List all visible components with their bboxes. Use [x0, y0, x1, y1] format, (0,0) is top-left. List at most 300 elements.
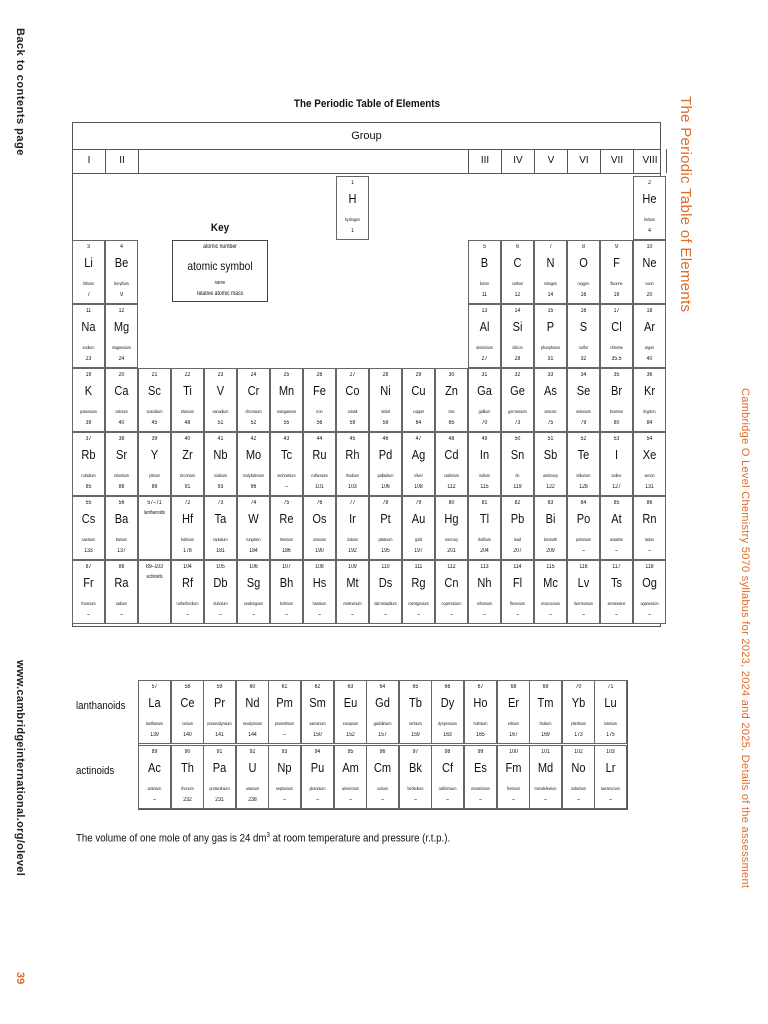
element-cell-cm — [366, 745, 399, 809]
element-atomic-number: 92 — [249, 749, 256, 755]
element-cell-hf — [171, 496, 204, 560]
element-mass: 207 — [513, 548, 522, 554]
element-symbol: W — [248, 511, 259, 526]
element-name: tellurium — [576, 473, 591, 478]
element-cell-ir — [336, 496, 369, 560]
element-symbol: Ba — [114, 511, 129, 526]
element-name: xenon — [644, 473, 655, 478]
element-name: darmstadtium — [374, 601, 397, 606]
element-mass: – — [544, 797, 548, 803]
element-name: silver — [414, 473, 423, 478]
element-symbol: Am — [341, 760, 359, 775]
element-atomic-number: 94 — [314, 749, 321, 755]
actinoids-row-label: actinoids — [76, 765, 115, 777]
element-symbol: Er — [507, 695, 519, 710]
element-name: tennessine — [607, 601, 626, 606]
element-atomic-number: 100 — [508, 749, 518, 755]
back-to-contents-link[interactable]: Back to contents page — [14, 28, 26, 156]
element-cell-cd — [435, 432, 468, 496]
element-atomic-number: 97 — [412, 749, 419, 755]
element-atomic-number: 118 — [645, 564, 654, 570]
element-atomic-number: 91 — [216, 749, 223, 755]
element-mass: 140 — [182, 732, 192, 738]
element-mass: 137 — [117, 548, 126, 554]
element-name: niobium — [214, 473, 227, 478]
element-name: plutonium — [309, 786, 326, 791]
element-name: tantalum — [213, 537, 228, 542]
element-atomic-number: 4 — [120, 244, 123, 250]
element-symbol: Te — [577, 447, 590, 462]
element-symbol: Fm — [505, 760, 522, 775]
element-cell-cr — [237, 368, 270, 432]
element-atomic-number: 64 — [379, 684, 386, 690]
element-name: promethium — [275, 721, 295, 726]
element-name: neptunium — [276, 786, 294, 791]
element-symbol: Kr — [643, 383, 656, 398]
element-mass: 184 — [249, 548, 258, 554]
element-atomic-number: 49 — [481, 436, 488, 442]
element-mass: 159 — [411, 732, 420, 738]
element-mass: – — [87, 612, 90, 618]
element-name: californium — [438, 786, 457, 791]
group-label: Group — [351, 130, 382, 142]
group-number: IV — [502, 149, 535, 173]
element-mass: – — [479, 797, 482, 803]
element-atomic-number: 7 — [549, 244, 552, 250]
element-name: bromine — [609, 409, 624, 414]
element-name: francium — [81, 601, 96, 606]
element-atomic-number: 98 — [445, 749, 451, 755]
element-name: iodine — [611, 473, 622, 478]
element-mass: – — [413, 797, 417, 803]
element-symbol: Pm — [276, 695, 294, 710]
element-cell-pt — [369, 496, 402, 560]
element-name: titanium — [181, 409, 194, 414]
lanthanoids-placeholder — [138, 496, 171, 560]
element-cell-tl — [468, 496, 501, 560]
gas-volume-footnote — [76, 832, 450, 845]
element-mass: 4 — [648, 228, 651, 234]
element-cell-pr — [203, 680, 236, 744]
element-name: germanium — [508, 409, 527, 414]
element-name: ytterbium — [570, 721, 586, 726]
element-atomic-number: 72 — [184, 500, 191, 506]
element-mass: 35.5 — [611, 356, 622, 362]
element-mass: – — [285, 484, 288, 490]
element-name: vanadium — [212, 409, 229, 414]
element-name: ruthenium — [311, 473, 328, 478]
element-cell-na — [72, 304, 105, 368]
page-number: 39 — [14, 972, 26, 985]
element-cell-c — [501, 240, 534, 304]
placeholder-range: 57–71 — [147, 500, 162, 506]
element-atomic-number: 12 — [118, 308, 125, 314]
element-mass: 59 — [349, 420, 356, 426]
element-cell-sr — [105, 432, 138, 496]
element-atomic-number: 68 — [510, 684, 516, 690]
element-mass: – — [576, 797, 580, 803]
element-symbol: As — [544, 383, 557, 398]
element-cell-s — [567, 304, 600, 368]
element-mass: 201 — [447, 548, 456, 554]
element-symbol: Hg — [444, 511, 459, 526]
element-symbol: Bh — [279, 575, 294, 590]
element-name: hassium — [312, 601, 327, 606]
element-symbol: Al — [479, 319, 490, 334]
element-mass: 181 — [216, 548, 225, 554]
element-mass: 163 — [443, 732, 453, 738]
element-mass: – — [348, 797, 352, 803]
element-mass: 28 — [514, 356, 521, 362]
element-atomic-number: 66 — [445, 684, 451, 690]
element-cell-sb — [534, 432, 567, 496]
element-symbol: N — [546, 255, 555, 270]
element-symbol: Y — [150, 447, 159, 462]
element-mass: 64 — [415, 420, 422, 426]
element-atomic-number: 111 — [414, 564, 423, 570]
element-symbol: Ne — [642, 255, 657, 270]
element-cell-mo — [237, 432, 270, 496]
element-symbol: Zn — [445, 383, 458, 398]
element-symbol: Pr — [214, 695, 226, 710]
element-cell-as — [534, 368, 567, 432]
element-cell-re — [270, 496, 303, 560]
element-mass: 56 — [316, 420, 323, 426]
element-atomic-number: 79 — [415, 500, 422, 506]
element-symbol: P — [546, 319, 555, 334]
key-box — [172, 240, 268, 302]
element-mass: 106 — [381, 484, 390, 490]
element-cell-si — [501, 304, 534, 368]
element-cell-nb — [204, 432, 237, 496]
element-mass: – — [648, 548, 651, 554]
element-symbol: Mc — [543, 575, 558, 590]
element-name: beryllium — [114, 281, 129, 286]
element-symbol: Pb — [510, 511, 525, 526]
element-mass: 40 — [118, 420, 125, 426]
element-cell-zn — [435, 368, 468, 432]
element-atomic-number: 110 — [381, 564, 390, 570]
element-name: rubidium — [81, 473, 96, 478]
syllabus-header: Cambridge O Level Chemistry 5070 syllabus for 2023, 2024 and 2025. Details of the assessment — [739, 388, 751, 889]
element-mass: – — [153, 797, 156, 803]
element-cell-fe — [303, 368, 336, 432]
element-name: phosphorus — [540, 345, 561, 350]
element-mass: – — [549, 612, 552, 618]
element-symbol: Sg — [246, 575, 261, 590]
element-name: rhenium — [279, 537, 294, 542]
element-atomic-number: 114 — [513, 564, 522, 570]
element-name: bohrium — [279, 601, 294, 606]
element-mass: 128 — [579, 484, 588, 490]
element-atomic-number: 34 — [580, 372, 587, 378]
element-cell-f — [600, 240, 633, 304]
element-mass: – — [446, 797, 450, 803]
placeholder-label: actinoids — [146, 574, 163, 580]
element-name: radon — [644, 537, 655, 542]
element-mass: 115 — [480, 484, 489, 490]
element-cell-rf — [171, 560, 204, 624]
element-atomic-number: 18 — [646, 308, 653, 314]
element-name: oganesson — [640, 601, 659, 606]
website-url[interactable]: www.cambridgeinternational.org/olevel — [14, 660, 26, 877]
element-cell-pd — [369, 432, 402, 496]
element-symbol: Md — [538, 760, 554, 775]
element-atomic-number: 90 — [184, 749, 190, 755]
element-symbol: Hs — [312, 575, 327, 590]
element-name: bismuth — [544, 537, 557, 542]
element-cell-sm — [301, 680, 334, 744]
element-symbol: Ge — [510, 383, 525, 398]
element-atomic-number: 75 — [283, 500, 290, 506]
element-symbol: Li — [84, 255, 93, 270]
element-atomic-number: 17 — [613, 308, 620, 314]
element-mass: – — [351, 612, 354, 618]
element-symbol: Ts — [610, 575, 623, 590]
key-name: name — [214, 280, 226, 286]
element-symbol: K — [84, 383, 93, 398]
element-symbol: Sr — [115, 447, 128, 462]
element-atomic-number: 15 — [547, 308, 554, 314]
element-symbol: Mn — [278, 383, 295, 398]
element-cell-te — [567, 432, 600, 496]
element-name: samarium — [309, 721, 326, 726]
element-atomic-number: 86 — [646, 500, 653, 506]
element-name: erbium — [507, 721, 519, 726]
element-atomic-number: 105 — [216, 564, 225, 570]
element-atomic-number: 31 — [481, 372, 488, 378]
element-atomic-number: 36 — [646, 372, 653, 378]
element-symbol: Os — [312, 511, 327, 526]
element-atomic-number: 56 — [118, 500, 125, 506]
element-symbol: Nh — [477, 575, 492, 590]
element-mass: 139 — [150, 732, 159, 738]
element-atomic-number: 29 — [415, 372, 422, 378]
element-symbol: Re — [279, 511, 294, 526]
element-atomic-number: 81 — [481, 500, 488, 506]
element-mass: 157 — [378, 732, 387, 738]
element-symbol: Ar — [643, 319, 656, 334]
element-mass: 23 — [85, 356, 92, 362]
element-cell-i — [600, 432, 633, 496]
element-symbol: Mo — [245, 447, 262, 462]
element-atomic-number: 58 — [184, 684, 190, 690]
placeholder-range: 89–103 — [145, 564, 164, 570]
element-symbol: Pt — [380, 511, 391, 526]
element-cell-sc — [138, 368, 171, 432]
element-cell-kr — [633, 368, 666, 432]
element-cell-n — [534, 240, 567, 304]
element-symbol: Ag — [411, 447, 426, 462]
element-name: magnesium — [111, 345, 132, 350]
element-symbol: No — [571, 760, 586, 775]
element-cell-b — [468, 240, 501, 304]
section-title: The Periodic Table of Elements — [677, 96, 694, 313]
element-symbol: La — [148, 695, 161, 710]
element-name: aluminium — [476, 345, 493, 350]
element-atomic-number: 1 — [351, 180, 354, 186]
element-symbol: Tc — [280, 447, 293, 462]
element-name: lead — [514, 537, 521, 542]
element-symbol: Mg — [113, 319, 130, 334]
element-cell-tc — [270, 432, 303, 496]
element-name: livermorium — [573, 601, 594, 606]
element-symbol: Hf — [181, 511, 194, 526]
element-cell-rn — [633, 496, 666, 560]
element-symbol: Rg — [411, 575, 426, 590]
element-symbol: Sb — [543, 447, 558, 462]
element-name: iron — [316, 409, 323, 414]
element-mass: – — [615, 548, 618, 554]
element-mass: 45 — [151, 420, 158, 426]
element-symbol: O — [579, 255, 588, 270]
element-name: carbon — [511, 281, 524, 286]
element-cell-ti — [171, 368, 204, 432]
element-symbol: Mt — [346, 575, 359, 590]
element-symbol: Nd — [245, 695, 260, 710]
element-cell-lr — [594, 745, 627, 809]
element-symbol: Ru — [312, 447, 327, 462]
element-cell-ba — [105, 496, 138, 560]
element-atomic-number: 21 — [151, 372, 158, 378]
element-atomic-number: 109 — [348, 564, 357, 570]
element-cell-cu — [402, 368, 435, 432]
element-name: lutetium — [604, 721, 618, 726]
element-cell-h — [336, 176, 369, 240]
footnote-text: The volume of one mole of any gas is 24 dm — [76, 832, 267, 845]
element-atomic-number: 45 — [349, 436, 356, 442]
element-cell-ag — [402, 432, 435, 496]
element-cell-ge — [501, 368, 534, 432]
element-atomic-number: 76 — [316, 500, 323, 506]
element-name: arsenic — [544, 409, 557, 414]
element-cell-hg — [435, 496, 468, 560]
element-cell-cf — [431, 745, 464, 809]
element-mass: 152 — [345, 732, 355, 738]
element-cell-no — [562, 745, 595, 809]
element-name: zirconium — [179, 473, 196, 478]
element-name: molybdenum — [242, 473, 265, 478]
element-cell-he — [633, 176, 666, 240]
element-name: thulium — [539, 721, 552, 726]
element-name: europium — [342, 721, 358, 726]
element-symbol: Cm — [374, 760, 392, 775]
element-name: indium — [479, 473, 490, 478]
element-name: moscovium — [541, 601, 560, 606]
element-name: rutherfordium — [176, 601, 199, 606]
element-cell-y — [138, 432, 171, 496]
element-atomic-number: 27 — [349, 372, 356, 378]
element-symbol: Ce — [180, 695, 195, 710]
element-atomic-number: 78 — [382, 500, 389, 506]
element-cell-np — [268, 745, 301, 809]
element-mass: 178 — [183, 548, 192, 554]
element-symbol: Ra — [114, 575, 129, 590]
element-name: curium — [377, 786, 389, 791]
footnote-superscript: 3 — [266, 832, 270, 839]
element-atomic-number: 77 — [349, 500, 356, 506]
element-name: argon — [644, 345, 655, 350]
element-name: protactinium — [209, 786, 230, 791]
element-cell-eu — [334, 680, 367, 744]
element-name: oxygen — [577, 281, 590, 286]
element-name: iridium — [347, 537, 358, 542]
lanthanoids-row-label: lanthanoids — [76, 700, 126, 712]
element-cell-au — [402, 496, 435, 560]
element-cell-th — [171, 745, 204, 809]
element-symbol: He — [642, 191, 657, 206]
element-symbol: V — [216, 383, 225, 398]
element-symbol: Se — [576, 383, 591, 398]
element-mass: 167 — [508, 732, 518, 738]
element-cell-w — [237, 496, 270, 560]
element-mass: – — [648, 612, 651, 618]
element-symbol: Cl — [611, 319, 622, 334]
element-mass: 131 — [645, 484, 654, 490]
element-cell-tm — [529, 680, 562, 744]
element-name: boron — [479, 281, 490, 286]
element-cell-o — [567, 240, 600, 304]
element-symbol: Np — [277, 760, 292, 775]
element-cell-ca — [105, 368, 138, 432]
element-name: sulfur — [578, 345, 589, 350]
element-cell-bk — [399, 745, 432, 809]
element-name: dysprosium — [438, 721, 458, 726]
element-symbol: Br — [610, 383, 623, 398]
element-mass: – — [450, 612, 453, 618]
element-atomic-number: 89 — [151, 749, 158, 755]
element-symbol: Yb — [571, 695, 586, 710]
element-mass: 108 — [414, 484, 423, 490]
element-cell-rg — [402, 560, 435, 624]
element-symbol: Xe — [642, 447, 657, 462]
element-symbol: At — [611, 511, 622, 526]
element-name: hydrogen — [344, 217, 361, 222]
element-mass: 197 — [414, 548, 423, 554]
element-name: radium — [115, 601, 128, 606]
element-symbol: Fr — [83, 575, 94, 590]
element-symbol: Ta — [214, 511, 227, 526]
element-cell-li — [72, 240, 105, 304]
element-atomic-number: 116 — [579, 564, 588, 570]
group-number: V — [535, 149, 568, 173]
element-atomic-number: 102 — [574, 749, 583, 755]
element-cell-cl — [600, 304, 633, 368]
element-name: fermium — [506, 786, 520, 791]
element-atomic-number: 71 — [608, 684, 614, 690]
element-atomic-number: 8 — [582, 244, 585, 250]
element-name: manganese — [276, 409, 297, 414]
element-mass: 169 — [541, 732, 550, 738]
element-mass: 91 — [184, 484, 191, 490]
element-symbol: B — [480, 255, 489, 270]
element-cell-u — [236, 745, 269, 809]
element-atomic-number: 40 — [184, 436, 191, 442]
periodic-table-title: The Periodic Table of Elements — [293, 98, 441, 110]
element-cell-br — [600, 368, 633, 432]
element-name: copper — [412, 409, 425, 414]
element-cell-pu — [301, 745, 334, 809]
element-mass: 39 — [85, 420, 92, 426]
element-cell-mg — [105, 304, 138, 368]
element-symbol: In — [479, 447, 490, 462]
element-atomic-number: 33 — [547, 372, 554, 378]
element-name: nickel — [380, 409, 391, 414]
element-cell-v — [204, 368, 237, 432]
element-cell-nd — [236, 680, 269, 744]
element-mass: – — [316, 797, 319, 803]
element-cell-sn — [501, 432, 534, 496]
